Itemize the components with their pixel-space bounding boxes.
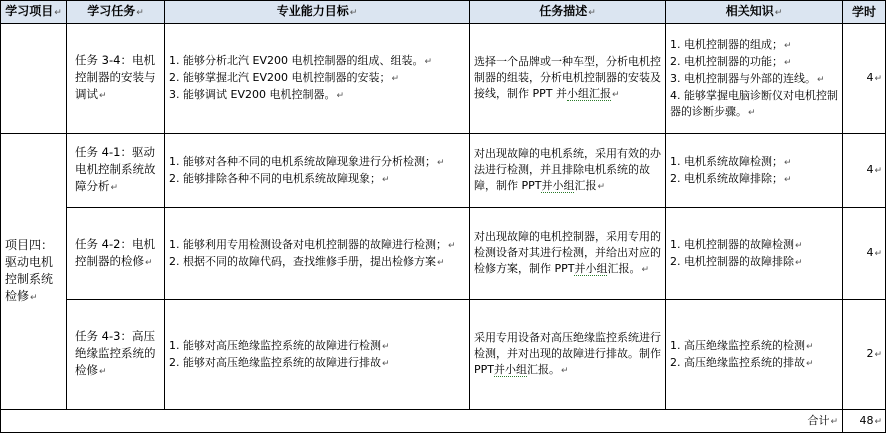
goal-cell: 1. 能够利用专用检测设备对电机控制器的故障进行检测；↵ 2. 根据不同的故障代码，查找维修手册，提出检修方案↵: [165, 208, 470, 300]
header-row: [1, 1, 886, 24]
header-hours: 学时: [843, 1, 886, 24]
project-cell: 项目四：驱动电机控制系统检修↵: [1, 134, 67, 410]
header-desc: 任务描述↵: [470, 1, 666, 24]
desc-cell: 对出现故障的电机控制器，采用专用的检测设备对其进行检测，并给出对应的检修方案，制作 PPT并小组汇报。↵: [470, 208, 666, 300]
header-task: 学习任务↵: [67, 1, 165, 24]
hours-cell: 4↵: [843, 24, 886, 134]
knowledge-cell: 1. 高压绝缘监控系统的检测↵ 2. 高压绝缘监控系统的排故↵: [666, 300, 843, 410]
header-goal: 专业能力目标↵: [165, 1, 470, 24]
table-row: [1, 300, 886, 410]
project-cell-empty: [1, 24, 67, 134]
task-cell: 任务 3-4：电机控制器的安装与调试↵: [67, 24, 165, 134]
table-row: [1, 24, 886, 134]
desc-cell: 选择一个品牌或一种车型，分析电机控制器的组装，分析电机控制器的安装及接线，制作 PPT 并小组汇报↵: [470, 24, 666, 134]
table-row: [1, 208, 886, 300]
header-project: 学习项目↵: [1, 1, 67, 24]
header-knowledge: 相关知识↵: [666, 1, 843, 24]
knowledge-cell: 1. 电机控制器的组成；↵ 2. 电机控制器的功能；↵ 3. 电机控制器与外部的连线。↵ 4. 能够掌握电脑诊断仪对电机控制器的诊断步骤。↵: [666, 24, 843, 134]
table-row: [1, 134, 886, 208]
knowledge-cell: 1. 电机控制器的故障检测↵ 2. 电机控制器的故障排除↵: [666, 208, 843, 300]
task-cell: 任务 4-3：高压绝缘监控系统的检修↵: [67, 300, 165, 410]
desc-cell: 对出现故障的电机系统，采用有效的办法进行检测，并且排除电机系统的故障，制作 PPT并小组汇报↵: [470, 134, 666, 208]
desc-cell: 采用专用设备对高压绝缘监控系统进行检测，并对出现的故障进行排故。制作 PPT并小组汇报。↵: [470, 300, 666, 410]
hours-cell: 2↵: [843, 300, 886, 410]
knowledge-cell: 1. 电机系统故障检测；↵ 2. 电机系统故障排除；↵: [666, 134, 843, 208]
goal-cell: 1. 能够对各种不同的电机系统故障现象进行分析检测；↵ 2. 能够排除各种不同的电机系统故障现象；↵: [165, 134, 470, 208]
goal-cell: 1. 能够对高压绝缘监控系统的故障进行检测↵ 2. 能够对高压绝缘监控系统的故障进行排故↵: [165, 300, 470, 410]
total-value-cell: 48↵: [843, 410, 886, 433]
goal-cell: 1. 能够分析北汽 EV200 电机控制器的组成、组装。↵ 2. 能够掌握北汽 EV200 电机控制器的安装；↵ 3. 能够调试 EV200 电机控制器。↵: [165, 24, 470, 134]
total-row: [1, 410, 886, 433]
hours-cell: 4↵: [843, 208, 886, 300]
task-cell: 任务 4-2：电机控制器的检修↵: [67, 208, 165, 300]
hours-cell: 4↵: [843, 134, 886, 208]
task-cell: 任务 4-1：驱动电机控制系统故障分析↵: [67, 134, 165, 208]
total-label-cell: 合计↵: [1, 410, 843, 433]
